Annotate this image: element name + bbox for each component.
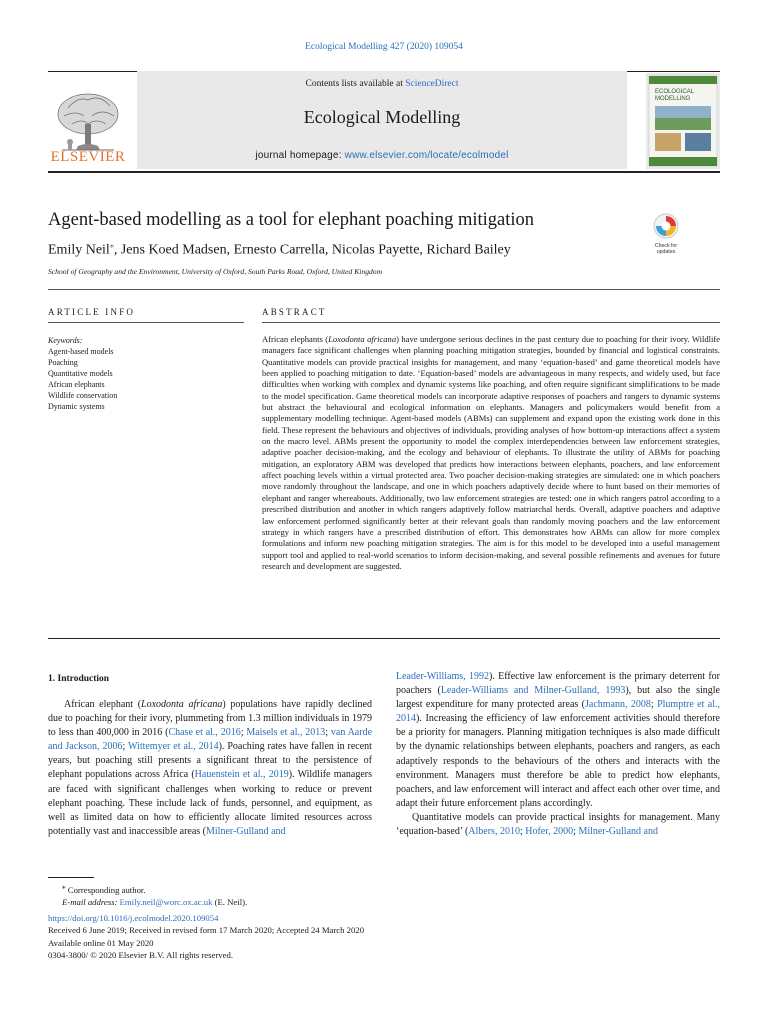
author-first: Emily Neil: [48, 242, 110, 258]
reference-link[interactable]: Leader-Williams, 1992: [396, 671, 489, 682]
keywords-label: Keywords:: [48, 336, 83, 345]
elsevier-wordmark: ELSEVIER: [50, 149, 126, 165]
keyword-item: Poaching: [48, 358, 78, 367]
author-list: [48, 241, 648, 259]
reference-link[interactable]: Milner-Gulland and: [578, 826, 658, 838]
header-bottom-rule: [48, 171, 720, 173]
reference-link[interactable]: Milner-Gulland and: [206, 825, 286, 837]
homepage-link[interactable]: www.elsevier.com/locate/ecolmodel: [344, 150, 509, 161]
abstract-part: ) have undergone serious declines in the past century due to poaching for their ivory. Wildlife managers face significant challenges when planning poaching mitigation strategies, bounded by financial and logistical constraints. Quantitative models can provide practical insights for management, and many ‘equation-based’ and game theoretical models have been applied to poaching mitigation to date. ‘Equation-based’ models are advantageous in many respects, and widely used, but face difficulties when working with complex and dynamic systems like poaching, and often require significant simplifications to be made to the model specification. Game theoretical models can incorporate adaptive responses of poachers and rangers to dynamic systems but abstract the behavioural and ecological information on elephants. Managers and policymakers would benefit from a supplementary modelling technique. Agent-based models (ABMs) can supplement and expand upon the existing work done in this field. These represent the behaviours and objectives of individuals, providing analyses of how bottom-up interactions affect a system on the macro level. ABMs present the opportunity to model the complex interdependencies between law enforcement strategies, adaptive poacher decision-making, and the ecology and behaviour of elephants. To illustrate the utility of ABMs for poaching mitigation, an exploratory ABM was developed that predicts how interactions between elephants, poachers, and law enforcement affect poaching levels within a virtual protected area. Two poacher decision-making strategies are simulated: one in which poachers move randomly throughout the landscape, and one in which poachers adaptively decide where to hunt based on their memories of elephant and ranger whereabouts. Additionally, two law enforcement strategies are tested: one in which rangers patrol according to a prescribed distribution and another in which rangers adaptively follow matriarchal herds. Overall, adaptive poachers and adaptive law enforcement performed significantly better at their relevant goals than randomly moving poachers and the law enforcement strategy in which rangers have a prescribed distribution of effort. This demonstrates how ABMs can allow for more complex formulations and inform new poaching mitigation strategies. The aim is for this model to be developed into a useful management support tool and applied to real-world scenarios to inform decision-making, and several possible refinements and avenues for future research and development are suggested.: [262, 334, 720, 571]
check-badge-line1: Check for: [654, 243, 678, 249]
article-info-rule: [48, 322, 244, 323]
check-badge-line2: updates: [656, 249, 676, 255]
keyword-item: Dynamic systems: [48, 402, 105, 411]
sciencedirect-link[interactable]: ScienceDirect: [405, 79, 459, 89]
reference-link[interactable]: Plumptre et al., 2014: [396, 699, 720, 725]
reference-link[interactable]: Hauenstein et al., 2019: [194, 769, 289, 781]
publication-info: [48, 912, 364, 961]
keyword-item: Quantitative models: [48, 369, 113, 378]
intro-left-column: [48, 698, 372, 839]
article-title: Agent-based modelling as a tool for elephant poaching mitigation: [48, 210, 535, 230]
available-online: Available online 01 May 2020: [48, 937, 154, 948]
reference-link[interactable]: van Aarde and Jackson, 2006: [48, 727, 373, 753]
abstract-part: African elephants (: [262, 334, 329, 344]
intro-paragraph: Quantitative models can provide practical insights for management. Many ‘equation-based’ (Albers, 2010; Hofer, 2000; Milner-Gulland and: [396, 811, 720, 838]
article-info-heading: ARTICLE INFO: [48, 307, 136, 317]
intro-paragraph: African elephant (Loxodonta africana) populations have rapidly declined due to poaching for their ivory, plummeting from 1.3 million individuals in 1979 to less than 400,000 in 2016 (Chase et al., 2016; Maisels et al., 2013; van Aarde and Jackson, 2006; Wittemyer et al., 2014). Poaching rates have fallen in recent years, but poaching still presents a significant threat to the persistence of elephant populations across Africa (Hauenstein et al., 2019). Wildlife managers are faced with significant challenges when working to reduce or prevent elephant poaching. These include lack of funds, personnel, and equipment, as well as limited data on how to efficiently allocate limited resources across potentially vast and inaccessible areas (Milner-Gulland and: [48, 699, 373, 837]
journal-homepage: [137, 150, 627, 161]
corresponding-label: Corresponding author.: [65, 884, 146, 895]
footnote-star: ⁎: [62, 883, 66, 891]
contents-prefix: Contents lists available at: [305, 79, 406, 89]
journal-cover-thumbnail[interactable]: [646, 73, 720, 169]
corresponding-author-note: [48, 881, 247, 896]
received-dates: Received 6 June 2019; Received in revised form 17 March 2020; Accepted 24 March 2020: [48, 925, 365, 936]
reference-link[interactable]: Leader-Williams and Milner-Gulland, 1993: [440, 685, 626, 697]
copyright: 0304-3800/ © 2020 Elsevier B.V. All rights reserved.: [48, 949, 233, 960]
abstract-heading: ABSTRACT: [262, 307, 327, 317]
email-suffix: (E. Neil).: [212, 897, 248, 908]
abstract-text: [262, 334, 720, 572]
abstract-species: Loxodonta africana: [328, 334, 397, 344]
contents-line: [137, 79, 627, 89]
cover-title-line1: ECOLOGICAL: [655, 89, 695, 95]
keyword-item: Wildlife conservation: [48, 391, 118, 400]
reference-link[interactable]: Hofer, 2000: [525, 826, 574, 838]
introduction-heading: 1. Introduction: [48, 674, 110, 684]
reference-link[interactable]: Wittemyer et al., 2014: [128, 741, 219, 753]
title-divider: [48, 289, 720, 290]
footnote-rule: [48, 877, 94, 878]
author-affiliation: School of Geography and the Environment, University of Oxford, South Parks Road, Oxford, United Kingdom: [48, 267, 383, 276]
email-link[interactable]: Emily.neil@worc.ox.ac.uk: [119, 897, 213, 908]
abstract-rule: [262, 322, 720, 323]
journal-title: Ecological Modelling: [303, 107, 461, 127]
doi-link[interactable]: https://doi.org/10.1016/j.ecolmodel.2020.109054: [48, 913, 219, 923]
reference-link[interactable]: Maisels et al., 2013: [246, 727, 326, 739]
reference-link[interactable]: Chase et al., 2016: [168, 727, 241, 739]
reference-link[interactable]: Albers, 2010: [468, 826, 520, 838]
check-updates-icon: [648, 212, 684, 258]
author-rest: , Jens Koed Madsen, Ernesto Carrella, Nicolas Payette, Richard Bailey: [113, 242, 511, 258]
check-for-updates-badge[interactable]: [648, 212, 684, 258]
keyword-item: Agent-based models: [48, 347, 114, 356]
footnote: [48, 881, 247, 908]
homepage-prefix: journal homepage:: [255, 150, 345, 161]
email-label: E-mail address:: [62, 897, 120, 908]
intro-right-column: [396, 670, 720, 839]
journal-citation[interactable]: Ecological Modelling 427 (2020) 109054: [305, 42, 463, 52]
intro-paragraph: Leader-Williams, 1992). Effective law enforcement is the primary deterrent for poachers (Leader-Williams and Milner-Gulland, 1993), but also the single largest expenditure for many protected areas (Jachmann, 2008; Plumptre et al., 2014). Increasing the efficiency of law enforcement activities should therefore be a priority for managers. Planning mitigation techniques is also made difficult by the dynamic relationships between elephants, poachers and rangers, as each adaptively responds to the behaviours of the others and interacts with the environment. Managers must therefore be able to predict how elephants, poachers, and law enforcement will interact and affect each other over time, and adapt their future enforcement plans accordingly.: [396, 671, 720, 809]
abstract-divider: [48, 638, 720, 639]
reference-link[interactable]: Jachmann, 2008: [585, 699, 651, 711]
email-line: [48, 896, 247, 908]
keywords-block: [48, 335, 248, 412]
corresponding-author-marker[interactable]: ⁎: [109, 241, 114, 250]
cover-image: [646, 73, 720, 169]
cover-title-line2: MODELLING: [655, 96, 691, 102]
keyword-item: African elephants: [48, 380, 105, 389]
